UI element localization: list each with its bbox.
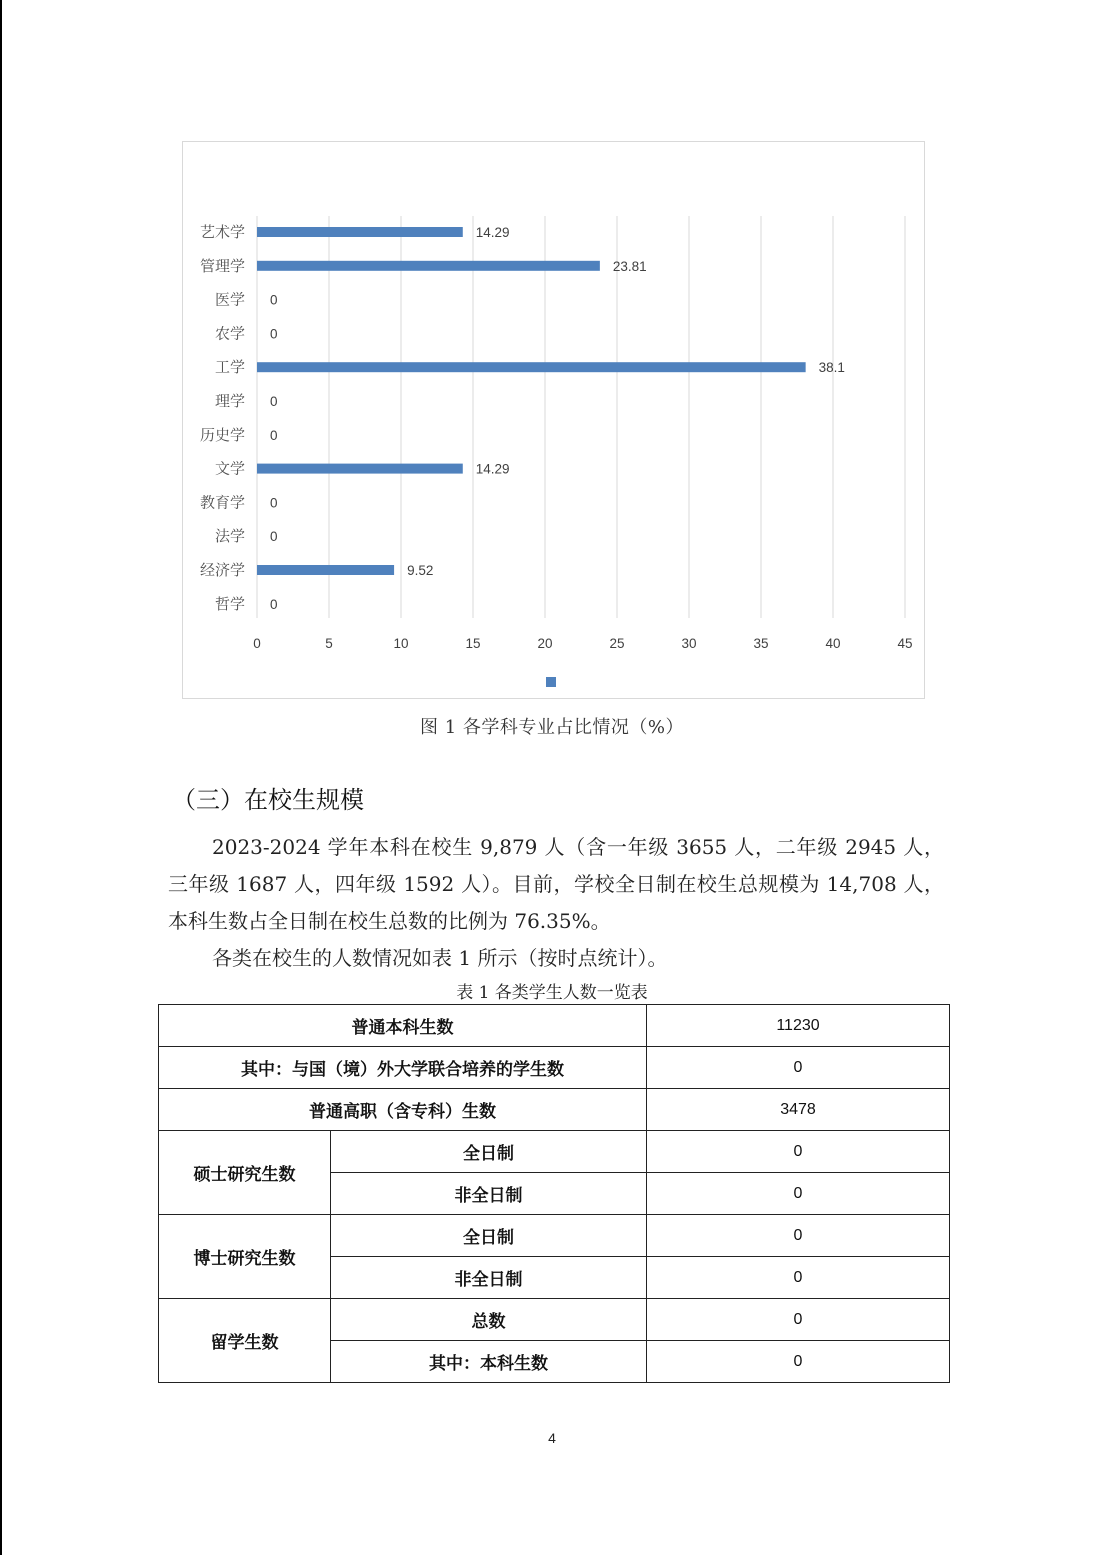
row-value: 0 xyxy=(647,1341,950,1383)
row-label: 普通高职（含专科）生数 xyxy=(159,1089,647,1131)
x-tick-label: 20 xyxy=(537,636,553,651)
page-left-border xyxy=(0,0,2,1555)
category-label: 教育学 xyxy=(199,493,245,512)
table-caption: 表 1 各类学生人数一览表 xyxy=(456,983,648,1003)
data-label: 9.52 xyxy=(407,563,434,578)
x-tick-label: 15 xyxy=(465,636,481,651)
x-tick-label: 45 xyxy=(897,636,913,651)
data-label: 0 xyxy=(270,596,278,612)
data-label: 0 xyxy=(270,394,278,409)
table-row xyxy=(159,1047,950,1089)
category-label: 经济学 xyxy=(199,561,245,579)
row-value: 0 xyxy=(647,1047,950,1089)
bar xyxy=(257,565,394,575)
paragraph-enrollment: 2023-2024 学年本科在校生 9,879 人（含一年级 3655 人，二年级 2945 人，三年级 1687 人，四年级 1592 人）。目前，学校全日制在校生总规模为 14,708 人，本科生数占全日制在校生总数的比例为 76.35%。 xyxy=(168,835,944,933)
data-label: 14.29 xyxy=(475,461,510,477)
bar-chart xyxy=(182,141,926,700)
data-label: 0 xyxy=(270,427,278,443)
x-tick-label: 10 xyxy=(393,636,409,651)
data-label: 0 xyxy=(270,495,278,511)
data-label: 0 xyxy=(270,326,278,342)
x-tick-label: 25 xyxy=(609,636,625,651)
sub-label: 非全日制 xyxy=(331,1173,647,1215)
data-label: 38.1 xyxy=(818,360,845,376)
section-heading: （三）在校生规模 xyxy=(172,786,364,814)
group-label: 留学生数 xyxy=(159,1299,331,1383)
row-label: 其中：与国（境）外大学联合培养的学生数 xyxy=(159,1047,647,1089)
x-tick-label: 40 xyxy=(825,636,841,651)
row-value: 0 xyxy=(647,1173,950,1215)
x-tick-label: 0 xyxy=(253,636,261,651)
category-label: 哲学 xyxy=(214,594,245,613)
row-value: 0 xyxy=(647,1257,950,1299)
legend-swatch xyxy=(546,677,556,687)
student-count-table xyxy=(158,1004,950,1383)
table-row xyxy=(159,1299,950,1341)
data-label: 0 xyxy=(270,529,278,545)
group-label: 硕士研究生数 xyxy=(159,1131,331,1215)
row-value: 0 xyxy=(647,1131,950,1173)
category-label: 医学 xyxy=(214,290,245,309)
sub-label: 其中：本科生数 xyxy=(331,1341,647,1383)
page-number: 4 xyxy=(548,1430,556,1446)
figure-caption: 图 1 各学科专业占比情况（%） xyxy=(420,717,684,738)
category-label: 工学 xyxy=(214,358,245,377)
sub-label: 全日制 xyxy=(331,1131,647,1173)
sub-label: 非全日制 xyxy=(331,1257,647,1299)
paragraph-table-intro: 各类在校生的人数情况如表 1 所示（按时点统计）。 xyxy=(212,946,668,970)
category-label: 管理学 xyxy=(199,256,245,275)
data-label: 14.29 xyxy=(475,225,510,240)
row-label: 普通本科生数 xyxy=(159,1005,647,1047)
bar xyxy=(257,464,463,474)
row-value: 11230 xyxy=(647,1005,950,1047)
sub-label: 总数 xyxy=(331,1299,647,1341)
row-value: 0 xyxy=(647,1215,950,1257)
category-label: 历史学 xyxy=(199,425,245,444)
row-value: 0 xyxy=(647,1299,950,1341)
category-label: 艺术学 xyxy=(199,223,245,241)
sub-label: 全日制 xyxy=(331,1215,647,1257)
x-tick-label: 30 xyxy=(681,636,697,651)
row-value: 3478 xyxy=(647,1089,950,1131)
bar xyxy=(257,362,806,372)
data-label: 23.81 xyxy=(612,258,647,274)
table-row xyxy=(159,1131,950,1173)
category-label: 理学 xyxy=(214,392,245,410)
category-label: 农学 xyxy=(214,324,245,343)
x-tick-label: 5 xyxy=(325,636,333,651)
table-row xyxy=(159,1089,950,1131)
table-row xyxy=(159,1005,950,1047)
category-label: 文学 xyxy=(214,459,245,478)
bar xyxy=(257,227,463,237)
x-tick-label: 35 xyxy=(753,636,769,651)
table-row xyxy=(159,1215,950,1257)
category-label: 法学 xyxy=(214,527,245,546)
bar xyxy=(257,261,600,271)
group-label: 博士研究生数 xyxy=(159,1215,331,1299)
data-label: 0 xyxy=(270,292,278,308)
